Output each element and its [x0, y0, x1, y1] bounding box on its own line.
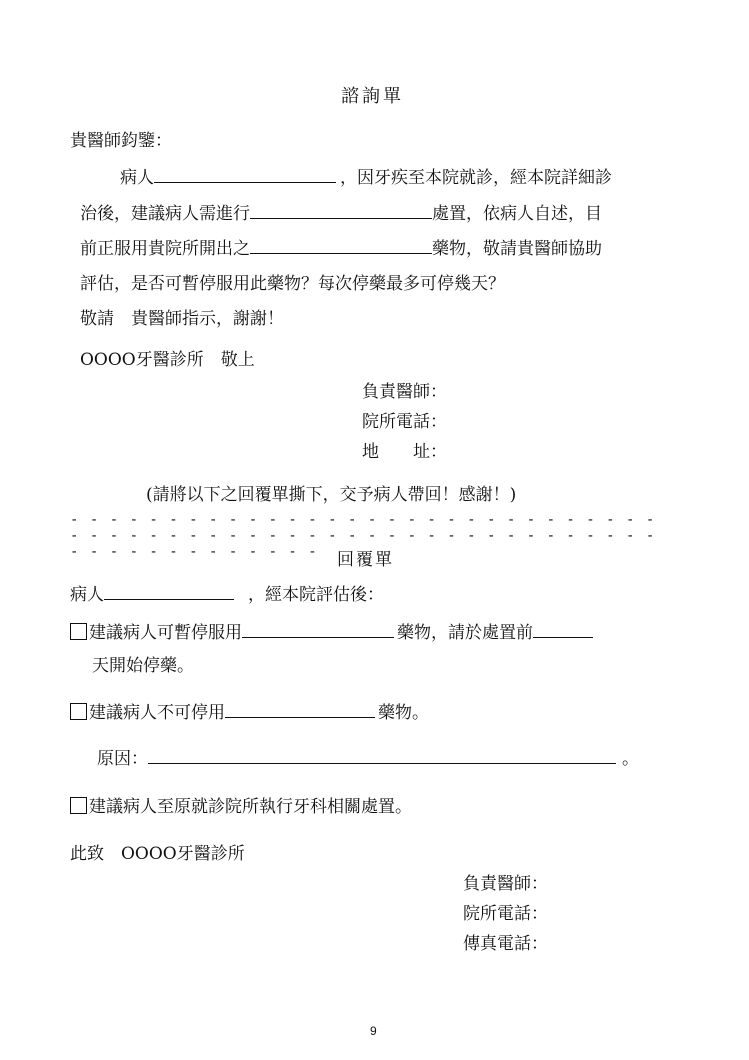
option-3-checkbox[interactable]: [70, 797, 87, 814]
reply-title: 回覆單: [337, 550, 394, 570]
reason-label: 原因：: [97, 749, 148, 769]
option-2: [70, 698, 429, 723]
patient-label: 病人: [120, 168, 154, 188]
page-number: 9: [370, 1024, 377, 1038]
reply-fax-label: 傳真電話：: [463, 934, 548, 954]
consult-line-3-text-a: 前正服用貴院所開出之: [80, 239, 250, 259]
greeting: 貴醫師鈞鑒：: [70, 131, 172, 151]
reply-doctor-label: 負責醫師：: [463, 874, 548, 894]
option-1-days-blank[interactable]: [533, 619, 593, 638]
consult-line-3: [80, 234, 602, 259]
consult-line-2: [80, 199, 602, 224]
reply-patient-label: 病人: [70, 585, 104, 605]
medication-blank[interactable]: [250, 235, 432, 254]
option-1: [70, 618, 593, 643]
tear-instruction: (請將以下之回覆單撕下，交予病人帶回！感謝！): [146, 485, 517, 505]
consult-title: 諮詢單: [341, 86, 404, 107]
option-2-text-a: 建議病人不可停用: [89, 703, 225, 723]
reply-line-1: [70, 580, 384, 605]
patient-name-blank[interactable]: [154, 164, 336, 183]
option-2-medication-blank[interactable]: [225, 699, 375, 718]
reply-patient-blank[interactable]: [104, 581, 234, 600]
consult-line-2-text-b: 處置，依病人自述，目: [432, 204, 602, 224]
option-1-text-b: 藥物，請於處置前: [397, 623, 533, 643]
consult-line-2-text-a: 治後，建議病人需進行: [80, 204, 250, 224]
option-1-line-2: 天開始停藥。: [92, 656, 194, 676]
reply-closing: 此致 OOOO牙醫診所: [70, 844, 245, 864]
option-1-medication-blank[interactable]: [242, 619, 394, 638]
tear-line: - - - - - - - - - - - - - - - - - - - - - - - - - - - - - - - - - - - - - - - - - - - - - - - - - - - - - - - - - - - - - - - - - - - - - - - - -: [70, 512, 656, 560]
consult-address-label: 地 址：: [362, 442, 447, 462]
reply-phone-label: 院所電話：: [463, 904, 548, 924]
reason-blank[interactable]: [148, 745, 616, 764]
consult-line-5: 敬請 貴醫師指示，謝謝！: [80, 309, 284, 329]
consult-doctor-label: 負責醫師：: [362, 382, 447, 402]
option-3: [70, 792, 412, 817]
consult-phone-label: 院所電話：: [362, 412, 447, 432]
option-2-checkbox[interactable]: [70, 703, 87, 720]
option-1-text-a: 建議病人可暫停服用: [89, 623, 242, 643]
option-1-checkbox[interactable]: [70, 623, 87, 640]
consult-line-3-text-b: 藥物，敬請貴醫師協助: [432, 239, 602, 259]
option-3-text: 建議病人至原就診院所執行牙科相關處置。: [89, 797, 412, 817]
consult-line-1-text: ，因牙疾至本院就診，經本院詳細診: [340, 168, 612, 188]
reason-line: [97, 744, 639, 769]
reply-line-1-text: ，經本院評估後：: [248, 585, 384, 605]
reason-end: 。: [622, 749, 639, 769]
consult-line-1: [120, 163, 612, 188]
treatment-blank[interactable]: [250, 200, 432, 219]
consult-line-4: 評估，是否可暫停服用此藥物？每次停藥最多可停幾天？: [80, 274, 505, 294]
sender-clinic: OOOO牙醫診所 敬上: [80, 350, 255, 370]
option-2-text-b: 藥物。: [378, 703, 429, 723]
